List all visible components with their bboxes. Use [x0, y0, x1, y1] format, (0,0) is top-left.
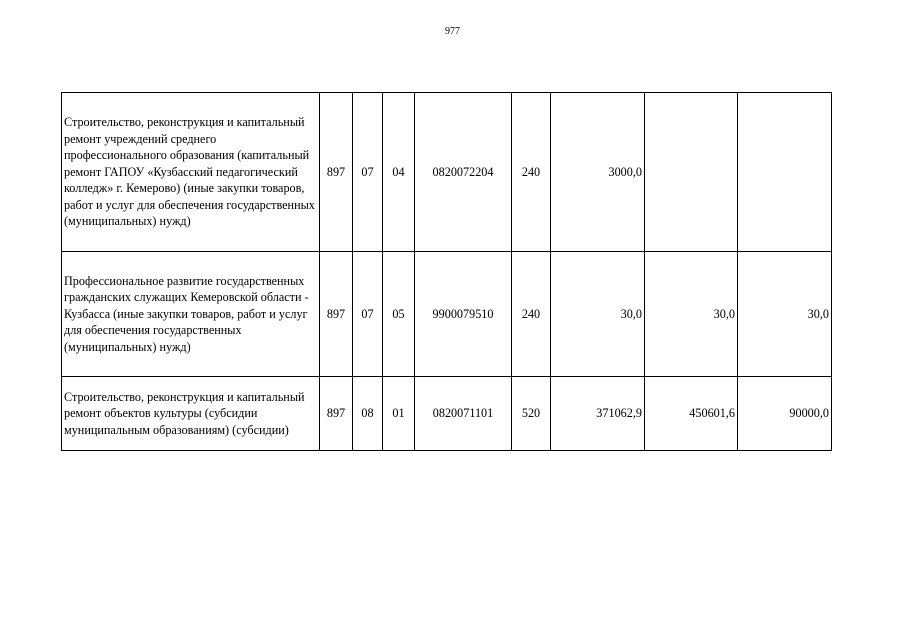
- table-row: [62, 377, 832, 451]
- section-code: 07: [353, 93, 383, 252]
- amount-year-1: 3000,0: [551, 93, 645, 252]
- budget-table: [61, 92, 832, 451]
- expense-type-code: 240: [512, 93, 551, 252]
- ministry-code: 897: [320, 377, 353, 451]
- amount-year-2: 30,0: [645, 252, 738, 377]
- target-article-code: 0820071101: [415, 377, 512, 451]
- ministry-code: 897: [320, 93, 353, 252]
- expense-type-code: 240: [512, 252, 551, 377]
- row-name: Профессиональное развитие государственных гражданских служащих Кемеровской области - Кузбасса (иные закупки товаров, работ и услуг для обеспечения государственных (муниципальных) нужд): [62, 252, 320, 377]
- subsection-code: 04: [383, 93, 415, 252]
- amount-year-2: 450601,6: [645, 377, 738, 451]
- target-article-code: 0820072204: [415, 93, 512, 252]
- amount-year-2: [645, 93, 738, 252]
- amount-year-1: 30,0: [551, 252, 645, 377]
- ministry-code: 897: [320, 252, 353, 377]
- target-article-code: 9900079510: [415, 252, 512, 377]
- amount-year-3: [738, 93, 832, 252]
- amount-year-3: 90000,0: [738, 377, 832, 451]
- row-name: Строительство, реконструкция и капитальный ремонт учреждений среднего профессионального образования (капитальный ремонт ГАПОУ «Кузбасский педагогический колледж» г. Кемерово) (иные закупки товаров, работ и услуг для обеспечения государственных (муниципальных) нужд): [62, 93, 320, 252]
- table-row: [62, 252, 832, 377]
- amount-year-3: 30,0: [738, 252, 832, 377]
- expense-type-code: 520: [512, 377, 551, 451]
- section-code: 07: [353, 252, 383, 377]
- row-name: Строительство, реконструкция и капитальный ремонт объектов культуры (субсидии муниципальным образованиям) (субсидии): [62, 377, 320, 451]
- subsection-code: 01: [383, 377, 415, 451]
- subsection-code: 05: [383, 252, 415, 377]
- section-code: 08: [353, 377, 383, 451]
- table-row: [62, 93, 832, 252]
- amount-year-1: 371062,9: [551, 377, 645, 451]
- page-number: 977: [445, 26, 460, 37]
